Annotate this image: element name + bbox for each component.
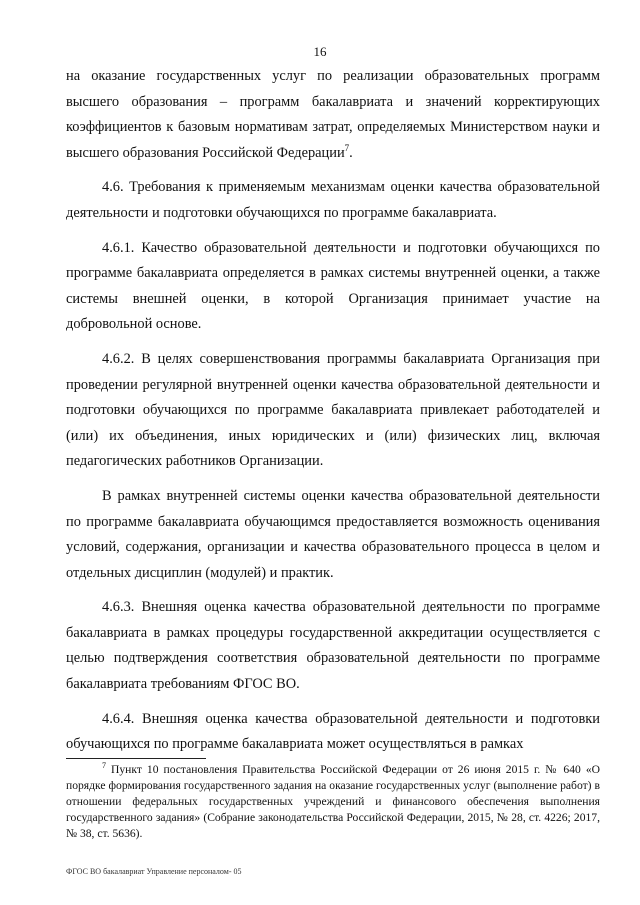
paragraph-4-6-4: 4.6.4. Внешняя оценка качества образовательной деятельности и подготовки обучающихся по программе бакалавриата может осуществляться в рамках [66, 710, 600, 753]
paragraph-internal-assessment: В рамках внутренней системы оценки качества образовательной деятельности по программе бакалавриата обучающимся предоставляется возможность оценивания условий, содержания, организации и качества образовательного процесса в целом и отдельных дисциплин (модулей) и практик. [66, 487, 600, 581]
page-footer: ФГОС ВО бакалавриат Управление персоналом- 05 [66, 867, 242, 876]
footnote [66, 762, 600, 842]
paragraph-4-6-3: 4.6.3. Внешняя оценка качества образовательной деятельности по программе бакалавриата в рамках процедуры государственной аккредитации осуществляется с целью подтверждения соответствия образовательной деятельности по программе бакалавриата требованиям ФГОС ВО. [66, 599, 600, 693]
footnote-text: Пункт 10 постановления Правительства Российской Федерации от 26 июня 2015 г. № 640 «О порядке формирования государственного задания на оказание государственных услуг (выполнение работ) в отношении федеральных государственных учреждений и финансового обеспечения выполнения государственного задания» (Собрание законодательства Российской Федерации, 2015, № 28, ст. 4226; 2017, № 38, ст. 5636). [66, 763, 600, 840]
body-text [66, 64, 600, 767]
paragraph-4-6-2: 4.6.2. В целях совершенствования программы бакалавриата Организация при проведении регулярной внутренней оценки качества образовательной деятельности и подготовки обучающихся по программе бакалавриата привлекает работодателей и (или) их объединения, иных юридических и (или) физических лиц, включая педагогических работников Организации. [66, 350, 600, 470]
footnote-reference[interactable]: 7 [344, 142, 350, 153]
page-number: 16 [313, 44, 327, 59]
footnote-divider [66, 758, 206, 759]
footnote-marker: 7 [102, 761, 106, 771]
paragraph-4-6-1: 4.6.1. Качество образовательной деятельности и подготовки обучающихся по программе бакалавриата определяется в рамках системы внутренней оценки, а также системы внешней оценки, в которой Организация принимает участие на добровольной основе. [66, 239, 600, 333]
paragraph-continuation: на оказание государственных услуг по реализации образовательных программ высшего образования – программ бакалавриата и значений корректирующих коэффициентов к базовым нормативам затрат, определяемых Министерством науки и высшего образования Российской Федерации$^7$. [66, 68, 600, 161]
paragraph-4-6: 4.6. Требования к применяемым механизмам оценки качества образовательной деятельности и подготовки обучающихся по программе бакалавриата. [66, 179, 600, 221]
paragraph-text: на оказание государственных услуг по реализации образовательных программ высшего образования – программ бакалавриата и значений корректирующих коэффициентов к базовым нормативам затрат, определяемых Министерством науки и высшего образования Российской Федерации [66, 68, 600, 161]
